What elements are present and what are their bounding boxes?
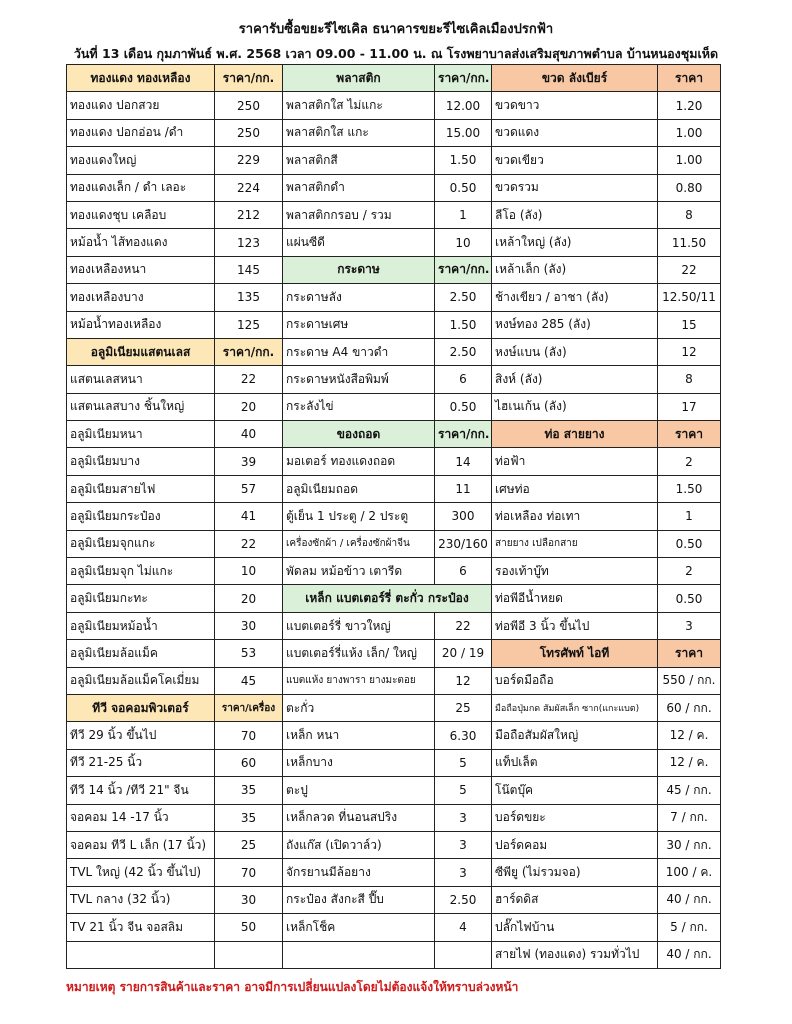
price-cell: 6.30: [435, 722, 492, 749]
page-subtitle: วันที่ 13 เดือน กุมภาพันธ์ พ.ศ. 2568 เวลา 09.00 - 11.00 น. ณ โรงพยาบาลส่งเสริมสุขภาพตำบล บ้านหนองชุมเห็ด: [73, 46, 719, 61]
price-cell: 53: [215, 640, 283, 667]
item-cell: ตะปู: [283, 777, 435, 804]
item-cell: TVL กลาง (32 นิ้ว): [67, 886, 215, 913]
price-cell: 45 / กก.: [658, 777, 721, 804]
price-cell: 20 / 19: [435, 640, 492, 667]
item-cell: เหล้าเล็ก (ลัง): [492, 256, 658, 283]
item-cell: กระดาษ A4 ขาวดำ: [283, 338, 435, 365]
item-cell: ทองแดงเล็ก / ดำ เลอะ: [67, 174, 215, 201]
item-cell: พลาสติกกรอบ / รวม: [283, 201, 435, 228]
price-cell: 30: [215, 886, 283, 913]
item-cell: ท่อฟ้า: [492, 448, 658, 475]
price-cell: 40: [215, 421, 283, 448]
price-cell: 6: [435, 558, 492, 585]
price-cell: 125: [215, 311, 283, 338]
item-cell: พลาสติกใส แกะ: [283, 119, 435, 146]
price-cell: 40 / กก.: [658, 941, 721, 968]
table-row: [67, 941, 721, 968]
item-cell: ขวดรวม: [492, 174, 658, 201]
item-cell: พลาสติกใส ไม่แกะ: [283, 92, 435, 119]
price-cell: 6: [435, 366, 492, 393]
section-header-cell: ราคา: [658, 421, 721, 448]
price-cell: 1.50: [435, 147, 492, 174]
table-row: [67, 65, 721, 92]
item-cell: ทองเหลืองบาง: [67, 284, 215, 311]
table-row: [67, 284, 721, 311]
price-cell: 0.50: [435, 174, 492, 201]
price-cell: 22: [215, 530, 283, 557]
price-cell: 230/160: [435, 530, 492, 557]
section-header-cell: กระดาษ: [283, 256, 435, 283]
price-cell: 8: [658, 366, 721, 393]
item-cell: กระดาษลัง: [283, 284, 435, 311]
price-cell: 550 / กก.: [658, 667, 721, 694]
item-cell: ท่อพีอี 3 นิ้ว ขึ้นไป: [492, 612, 658, 639]
item-cell: ขวดแดง: [492, 119, 658, 146]
section-header-cell: ขวด ลังเบียร์: [492, 65, 658, 92]
table-row: [67, 777, 721, 804]
table-row: [67, 311, 721, 338]
section-header-cell: ราคา/กก.: [215, 338, 283, 365]
table-row: [67, 530, 721, 557]
price-cell: 50: [215, 914, 283, 941]
item-cell: ทองแดง ปอกสวย: [67, 92, 215, 119]
price-cell: 3: [435, 804, 492, 831]
section-header-cell: ทีวี จอคอมพิวเตอร์: [67, 694, 215, 721]
price-cell: 14: [435, 448, 492, 475]
price-cell: 12: [658, 338, 721, 365]
item-cell: แบตแห้ง ยางพารา ยางมะตอย: [283, 667, 435, 694]
price-cell: 22: [215, 366, 283, 393]
price-cell: 57: [215, 475, 283, 502]
price-cell: 12: [435, 667, 492, 694]
table-row: [67, 366, 721, 393]
item-cell: กระลังไข่: [283, 393, 435, 420]
price-cell: 2.50: [435, 886, 492, 913]
item-cell: TV 21 นิ้ว จีน จอสลิม: [67, 914, 215, 941]
item-cell: ทองแดงใหญ่: [67, 147, 215, 174]
item-cell: มือถือปุ่มกด สัมผัสเล็ก ซาก(แกะแบต): [492, 694, 658, 721]
item-cell: อลูมิเนียมสายไฟ: [67, 475, 215, 502]
price-cell: 35: [215, 804, 283, 831]
price-cell: 10: [435, 229, 492, 256]
item-cell: [283, 941, 435, 968]
price-cell: 3: [435, 859, 492, 886]
price-cell: 11.50: [658, 229, 721, 256]
price-cell: 2: [658, 558, 721, 585]
price-cell: 224: [215, 174, 283, 201]
price-cell: 1: [435, 201, 492, 228]
section-header-cell: เหล็ก แบตเตอร์รี่ ตะกั่ว กระป๋อง: [283, 585, 492, 612]
table-row: [67, 119, 721, 146]
section-header-cell: ท่อ สายยาง: [492, 421, 658, 448]
item-cell: หงษ์แบน (ลัง): [492, 338, 658, 365]
price-cell: 7 / กก.: [658, 804, 721, 831]
price-cell: 12 / ค.: [658, 722, 721, 749]
item-cell: พลาสติกสี: [283, 147, 435, 174]
item-cell: หม้อน้ำ ไส้ทองแดง: [67, 229, 215, 256]
section-header-cell: ราคา/กก.: [435, 65, 492, 92]
price-cell: 4: [435, 914, 492, 941]
table-row: [67, 694, 721, 721]
price-cell: [435, 941, 492, 968]
item-cell: ท่อพีอีน้ำหยด: [492, 585, 658, 612]
price-table-body: [67, 65, 721, 969]
price-cell: 10: [215, 558, 283, 585]
table-row: [67, 804, 721, 831]
section-header-cell: โทรศัพท์ ไอที: [492, 640, 658, 667]
price-cell: 70: [215, 722, 283, 749]
item-cell: ปลั๊กไฟบ้าน: [492, 914, 658, 941]
footnote: หมายเหตุ รายการสินค้าและราคา อาจมีการเปลี่ยนแปลงโดยไม่ต้องแจ้งให้ทราบล่วงหน้า: [66, 980, 519, 994]
price-cell: 0.50: [658, 530, 721, 557]
price-cell: 250: [215, 92, 283, 119]
section-header-cell: ราคา/กก.: [435, 421, 492, 448]
item-cell: แบตเตอร์รี่ ขาวใหญ่: [283, 612, 435, 639]
price-cell: 135: [215, 284, 283, 311]
item-cell: เหล็กบาง: [283, 749, 435, 776]
item-cell: รองเท้าบู๊ท: [492, 558, 658, 585]
price-cell: 25: [215, 831, 283, 858]
item-cell: เครื่องซักผ้า / เครื่องซักผ้าจีน: [283, 530, 435, 557]
item-cell: เหล็ก หนา: [283, 722, 435, 749]
price-cell: 17: [658, 393, 721, 420]
item-cell: บอร์ดขยะ: [492, 804, 658, 831]
table-row: [67, 421, 721, 448]
item-cell: กระดาษเศษ: [283, 311, 435, 338]
item-cell: TVL ใหญ่ (42 นิ้ว ขึ้นไป): [67, 859, 215, 886]
item-cell: ซีพียู (ไม่รวมจอ): [492, 859, 658, 886]
item-cell: อลูมิเนียมล้อแม็คโคเมี่ยม: [67, 667, 215, 694]
item-cell: มอเตอร์ ทองแดงถอด: [283, 448, 435, 475]
table-row: [67, 612, 721, 639]
table-row: [67, 558, 721, 585]
price-cell: 8: [658, 201, 721, 228]
item-cell: ไฮเนเก้น (ลัง): [492, 393, 658, 420]
price-cell: 229: [215, 147, 283, 174]
price-cell: 20: [215, 585, 283, 612]
section-header-cell: ราคา: [658, 65, 721, 92]
table-row: [67, 859, 721, 886]
item-cell: หงษ์ทอง 285 (ลัง): [492, 311, 658, 338]
item-cell: อลูมิเนียมหนา: [67, 421, 215, 448]
table-row: [67, 92, 721, 119]
item-cell: สิงห์ (ลัง): [492, 366, 658, 393]
section-header-cell: ทองแดง ทองเหลือง: [67, 65, 215, 92]
item-cell: เหล้าใหญ่ (ลัง): [492, 229, 658, 256]
table-row: [67, 229, 721, 256]
item-cell: แผ่นซีดี: [283, 229, 435, 256]
table-row: [67, 201, 721, 228]
table-row: [67, 448, 721, 475]
table-row: [67, 256, 721, 283]
price-cell: 11: [435, 475, 492, 502]
item-cell: ทองแดง ปอกอ่อน /ดำ: [67, 119, 215, 146]
price-cell: 15.00: [435, 119, 492, 146]
item-cell: เศษท่อ: [492, 475, 658, 502]
table-row: [67, 640, 721, 667]
item-cell: มือถือสัมผัสใหญ่: [492, 722, 658, 749]
item-cell: ทองแดงชุบ เคลือบ: [67, 201, 215, 228]
price-cell: 12 / ค.: [658, 749, 721, 776]
item-cell: โน๊ตบุ๊ค: [492, 777, 658, 804]
item-cell: อลูมิเนียมกะทะ: [67, 585, 215, 612]
table-row: [67, 886, 721, 913]
item-cell: ตู้เย็น 1 ประตู / 2 ประตู: [283, 503, 435, 530]
price-cell: 0.50: [435, 393, 492, 420]
item-cell: ขวดเขียว: [492, 147, 658, 174]
price-cell: [215, 941, 283, 968]
price-cell: 70: [215, 859, 283, 886]
price-cell: 30: [215, 612, 283, 639]
price-cell: 212: [215, 201, 283, 228]
item-cell: กระดาษหนังสือพิมพ์: [283, 366, 435, 393]
price-cell: 2: [658, 448, 721, 475]
item-cell: แสตนเลสหนา: [67, 366, 215, 393]
section-header-cell: ราคา/กก.: [435, 256, 492, 283]
table-row: [67, 338, 721, 365]
price-cell: 35: [215, 777, 283, 804]
item-cell: ทองเหลืองหนา: [67, 256, 215, 283]
price-cell: 5 / กก.: [658, 914, 721, 941]
price-cell: 100 / ค.: [658, 859, 721, 886]
price-cell: 1.00: [658, 147, 721, 174]
section-header-cell: พลาสติก: [283, 65, 435, 92]
item-cell: สายไฟ (ทองแดง) รวมทั่วไป: [492, 941, 658, 968]
table-row: [67, 667, 721, 694]
price-cell: 12.50/11: [658, 284, 721, 311]
price-cell: 40 / กก.: [658, 886, 721, 913]
item-cell: จอคอม ทีวี L เล็ก (17 นิ้ว): [67, 831, 215, 858]
table-row: [67, 914, 721, 941]
item-cell: อลูมิเนียมล้อแม็ค: [67, 640, 215, 667]
item-cell: ตะกั่ว: [283, 694, 435, 721]
item-cell: ช้างเขียว / อาชา (ลัง): [492, 284, 658, 311]
item-cell: ทีวี 14 นิ้ว /ทีวี 21" จีน: [67, 777, 215, 804]
item-cell: [67, 941, 215, 968]
price-cell: 1.50: [435, 311, 492, 338]
price-cell: 45: [215, 667, 283, 694]
price-cell: 30 / กก.: [658, 831, 721, 858]
price-cell: 123: [215, 229, 283, 256]
item-cell: สายยาง เปลือกสาย: [492, 530, 658, 557]
price-cell: 22: [435, 612, 492, 639]
table-row: [67, 174, 721, 201]
item-cell: จักรยานมีล้อยาง: [283, 859, 435, 886]
price-cell: 60: [215, 749, 283, 776]
item-cell: กระป๋อง สังกะสี ปี๊บ: [283, 886, 435, 913]
item-cell: อลูมิเนียมบาง: [67, 448, 215, 475]
section-header-cell: อลูมิเนียมแสตนเลส: [67, 338, 215, 365]
price-cell: 250: [215, 119, 283, 146]
item-cell: ขวดขาว: [492, 92, 658, 119]
item-cell: อลูมิเนียมถอด: [283, 475, 435, 502]
table-row: [67, 147, 721, 174]
price-cell: 2.50: [435, 284, 492, 311]
table-row: [67, 831, 721, 858]
table-row: [67, 475, 721, 502]
price-cell: 1.00: [658, 119, 721, 146]
page-title: ราคารับซื้อขยะรีไซเคิล ธนาคารขยะรีไซเคิลเมืองปรกฟ้า: [238, 22, 554, 37]
item-cell: เหล็กโช็ค: [283, 914, 435, 941]
price-cell: 20: [215, 393, 283, 420]
section-header-cell: ของถอด: [283, 421, 435, 448]
price-cell: 15: [658, 311, 721, 338]
price-table: [66, 64, 721, 969]
price-cell: 300: [435, 503, 492, 530]
section-header-cell: ราคา/กก.: [215, 65, 283, 92]
item-cell: ฮาร์ดดิส: [492, 886, 658, 913]
price-cell: 5: [435, 749, 492, 776]
price-cell: 22: [658, 256, 721, 283]
section-header-cell: ราคา/เครื่อง: [215, 694, 283, 721]
item-cell: อลูมิเนียมหม้อน้ำ: [67, 612, 215, 639]
price-cell: 3: [435, 831, 492, 858]
item-cell: ทีวี 29 นิ้ว ขึ้นไป: [67, 722, 215, 749]
item-cell: บอร์ดมือถือ: [492, 667, 658, 694]
table-row: [67, 749, 721, 776]
price-cell: 41: [215, 503, 283, 530]
item-cell: ถังแก๊ส (เปิดวาล์ว): [283, 831, 435, 858]
price-cell: 5: [435, 777, 492, 804]
price-cell: 1: [658, 503, 721, 530]
price-cell: 12.00: [435, 92, 492, 119]
item-cell: ปอร์ดคอม: [492, 831, 658, 858]
item-cell: แบตเตอร์รี่แห้ง เล็ก/ ใหญ่: [283, 640, 435, 667]
price-cell: 25: [435, 694, 492, 721]
item-cell: หม้อน้ำทองเหลือง: [67, 311, 215, 338]
price-cell: 39: [215, 448, 283, 475]
price-cell: 145: [215, 256, 283, 283]
price-cell: 0.80: [658, 174, 721, 201]
price-cell: 1.50: [658, 475, 721, 502]
item-cell: พลาสติกดำ: [283, 174, 435, 201]
item-cell: อลูมิเนียมจุก ไม่แกะ: [67, 558, 215, 585]
price-cell: 2.50: [435, 338, 492, 365]
table-row: [67, 722, 721, 749]
item-cell: อลูมิเนียมกระป๋อง: [67, 503, 215, 530]
price-cell: 1.20: [658, 92, 721, 119]
item-cell: เหล็กลวด ที่นอนสปริง: [283, 804, 435, 831]
item-cell: อลูมิเนียมจุกแกะ: [67, 530, 215, 557]
item-cell: แท็ปเล็ต: [492, 749, 658, 776]
item-cell: จอคอม 14 -17 นิ้ว: [67, 804, 215, 831]
item-cell: ลีโอ (ลัง): [492, 201, 658, 228]
table-row: [67, 585, 721, 612]
item-cell: แสตนเลสบาง ชิ้นใหญ่: [67, 393, 215, 420]
table-row: [67, 393, 721, 420]
price-cell: 3: [658, 612, 721, 639]
item-cell: ท่อเหลือง ท่อเทา: [492, 503, 658, 530]
price-cell: 0.50: [658, 585, 721, 612]
section-header-cell: ราคา: [658, 640, 721, 667]
table-row: [67, 503, 721, 530]
price-cell: 60 / กก.: [658, 694, 721, 721]
item-cell: ทีวี 21-25 นิ้ว: [67, 749, 215, 776]
item-cell: พัดลม หม้อข้าว เตารีด: [283, 558, 435, 585]
